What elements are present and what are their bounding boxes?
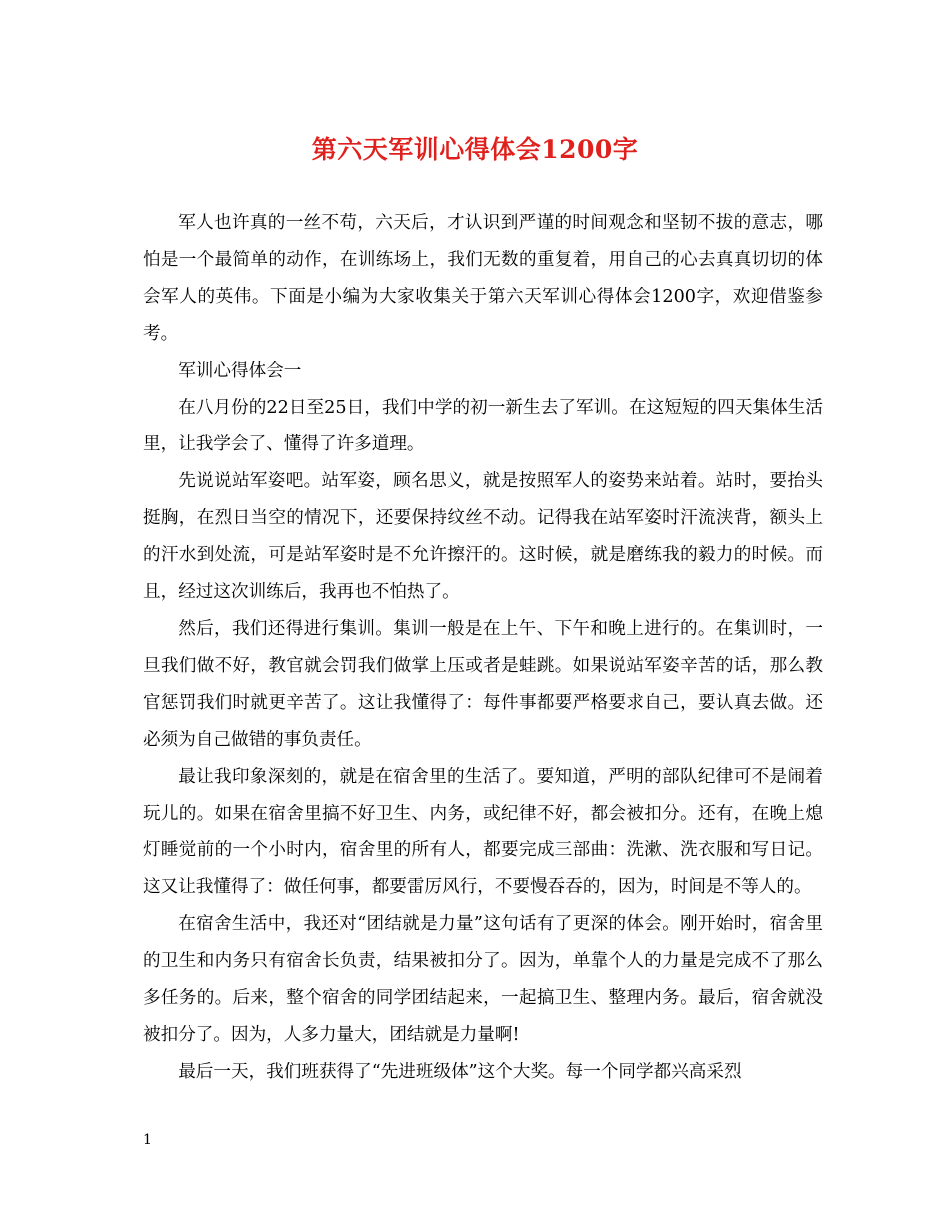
section-heading: 军训心得体会一 [178, 360, 302, 381]
document-title: 第六天军训心得体会1200字 [311, 135, 639, 164]
paragraph: 最后一天，我们班获得了“先进班级体”这个大奖。每一个同学都兴高采烈 [178, 1061, 742, 1082]
paragraph: 先说说站军姿吧。站军姿，顾名思义，就是按照军人的姿势来站着。站时，要抬头挺胸，在烈日当空的情况下，还要保持纹丝不动。记得我在站军姿时汗流浃背，额头上的汗水到处流，可是站军姿时是不允许擦汗的。这时候，就是磨练我的毅力的时候。而且，经过这次训练后，我再也不怕热了。 [143, 471, 823, 603]
page-number: 1 [143, 1132, 152, 1148]
paragraph-intro: 军人也许真的一丝不苟，六天后，才认识到严谨的时间观念和坚韧不拔的意志，哪怕是一个最简单的动作，在训练场上，我们无数的重复着，用自己的心去真真切切的体会军人的英伟。下面是小编为大家收集关于第六天军训心得体会1200字，欢迎借鉴参考。 [143, 213, 823, 344]
paragraph: 在八月份的22日至25日，我们中学的初一新生去了军训。在这短短的四天集体生活里，让我学会了、懂得了许多道理。 [143, 397, 823, 455]
paragraph: 在宿舍生活中，我还对“团结就是力量”这句话有了更深的体会。刚开始时，宿舍里的卫生和内务只有宿舍长负责，结果被扣分了。因为，单靠个人的力量是完成不了那么多任务的。后来，整个宿舍的同学团结起来，一起搞卫生、整理内务。最后，宿舍就没被扣分了。因为，人多力量大，团结就是力量啊! [143, 914, 823, 1045]
paragraph: 然后，我们还得进行集训。集训一般是在上午、下午和晚上进行的。在集训时，一旦我们做不好，教官就会罚我们做掌上压或者是蛙跳。如果说站军姿辛苦的话，那么教官惩罚我们时就更辛苦了。这让我懂得了：每件事都要严格要求自己，要认真去做。还必须为自己做错的事负责任。 [143, 618, 823, 750]
document-body [143, 205, 823, 1091]
paragraph: 最让我印象深刻的，就是在宿舍里的生活了。要知道，严明的部队纪律可不是闹着玩儿的。如果在宿舍里搞不好卫生、内务，或纪律不好，都会被扣分。还有，在晚上熄灯睡觉前的一个小时内，宿舍里的所有人，都要完成三部曲：洗漱、洗衣服和写日记。这又让我懂得了：做任何事，都要雷厉风行，不要慢吞吞的，因为，时间是不等人的。 [143, 766, 823, 898]
